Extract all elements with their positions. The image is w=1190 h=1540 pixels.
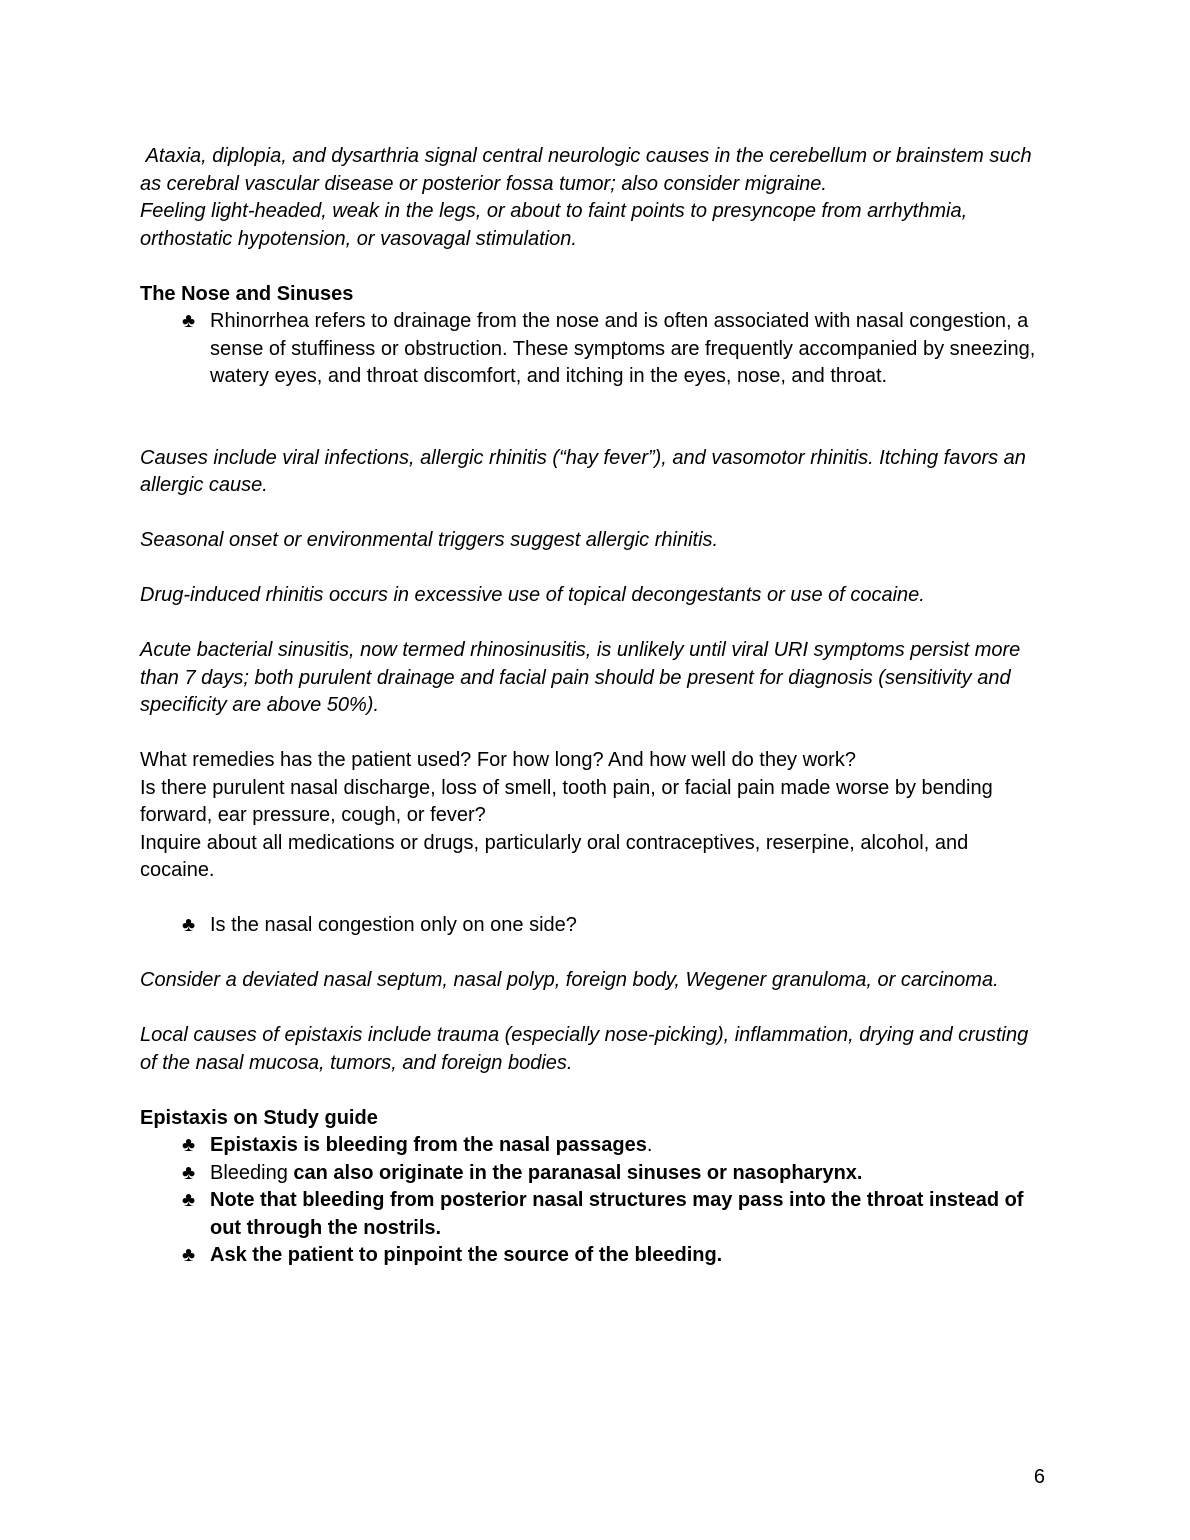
bullet-text-bold: Note that bleeding from posterior nasal structures may pass into the throat instead of out through the nostrils. <box>210 1189 1030 1239</box>
bullet-text-bold: Epistaxis is bleeding from the nasal passages <box>210 1134 647 1156</box>
bullet-text-bold: can also originate in the paranasal sinuses or nasopharynx. <box>293 1161 863 1184</box>
bullet-text <box>210 1189 1029 1239</box>
bullet-item-one-side <box>140 912 1048 940</box>
paragraph-presyncope: Feeling light-headed, weak in the legs, or about to faint points to presyncope from arrhythmia, orthostatic hypotension, or vasovagal stimulation. <box>140 200 973 250</box>
bullet-text: Is the nasal congestion only on one side? <box>210 914 577 936</box>
bullet-text-suffix: . <box>646 1134 653 1156</box>
paragraph-remedies-question: What remedies has the patient used? For how long? And how well do they work? <box>140 749 856 771</box>
bullet-item-epistaxis-definition <box>140 1132 1048 1160</box>
bullet-text-prefix: Bleeding <box>210 1161 294 1184</box>
bullet-text <box>210 1134 652 1156</box>
bullet-text <box>210 1162 862 1184</box>
paragraph-drug-induced: Drug-induced rhinitis occurs in excessive use of topical decongestants or use of cocaine. <box>140 584 925 606</box>
paragraph-consider-septum: Consider a deviated nasal septum, nasal polyp, foreign body, Wegener granuloma, or carcinoma. <box>140 969 999 991</box>
paragraph-medications-question: Inquire about all medications or drugs, particularly oral contraceptives, reserpine, alcohol, and cocaine. <box>140 831 974 881</box>
section-heading-epistaxis: Epistaxis on Study guide <box>140 1106 378 1129</box>
club-bullet-icon: ♣ <box>182 1244 196 1266</box>
club-bullet-icon: ♣ <box>182 914 196 936</box>
club-bullet-icon: ♣ <box>182 1134 196 1156</box>
bullet-item-epistaxis-posterior <box>140 1187 1048 1242</box>
club-bullet-icon: ♣ <box>182 1189 196 1211</box>
bullet-item-rhinorrhea <box>140 308 1048 391</box>
paragraph-acute-bacterial: Acute bacterial sinusitis, now termed rhinosinusitis, is unlikely until viral URI symptoms persist more than 7 days; both purulent drainage and facial pain should be present for diagnosis (sensitivity and specificity are above 50%). <box>140 639 1026 716</box>
page-number: 6 <box>1033 1466 1045 1488</box>
bullet-text: Rhinorrhea refers to drainage from the nose and is often associated with nasal congestion, a sense of stuffiness or obstruction. These symptoms are frequently accompanied by sneezing, watery eyes, and throat discomfort, and itching in the eyes, nose, and throat. <box>210 310 1041 387</box>
club-bullet-icon: ♣ <box>182 310 196 332</box>
bullet-item-epistaxis-origin <box>140 1160 1048 1188</box>
section-heading-nose-and-sinuses: The Nose and Sinuses <box>140 282 354 305</box>
paragraph-seasonal: Seasonal onset or environmental triggers suggest allergic rhinitis. <box>140 529 719 551</box>
bullet-item-epistaxis-pinpoint <box>140 1242 1048 1270</box>
paragraph-ataxia: Ataxia, diplopia, and dysarthria signal central neurologic causes in the cerebellum or brainstem such as cerebral vascular disease or posterior fossa tumor; also consider migraine. <box>140 145 1038 195</box>
paragraph-purulent-question: Is there purulent nasal discharge, loss of smell, tooth pain, or facial pain made worse by bending forward, ear pressure, cough, or fever? <box>140 776 999 826</box>
bullet-text-bold: Ask the patient to pinpoint the source of the bleeding. <box>210 1244 723 1266</box>
bullet-text <box>210 1244 722 1266</box>
club-bullet-icon: ♣ <box>182 1161 196 1184</box>
paragraph-local-causes: Local causes of epistaxis include trauma (especially nose-picking), inflammation, drying and crusting of the nasal mucosa, tumors, and foreign bodies. <box>140 1024 1034 1074</box>
paragraph-causes: Causes include viral infections, allergic rhinitis (“hay fever”), and vasomotor rhinitis. Itching favors an allergic cause. <box>140 446 1032 496</box>
